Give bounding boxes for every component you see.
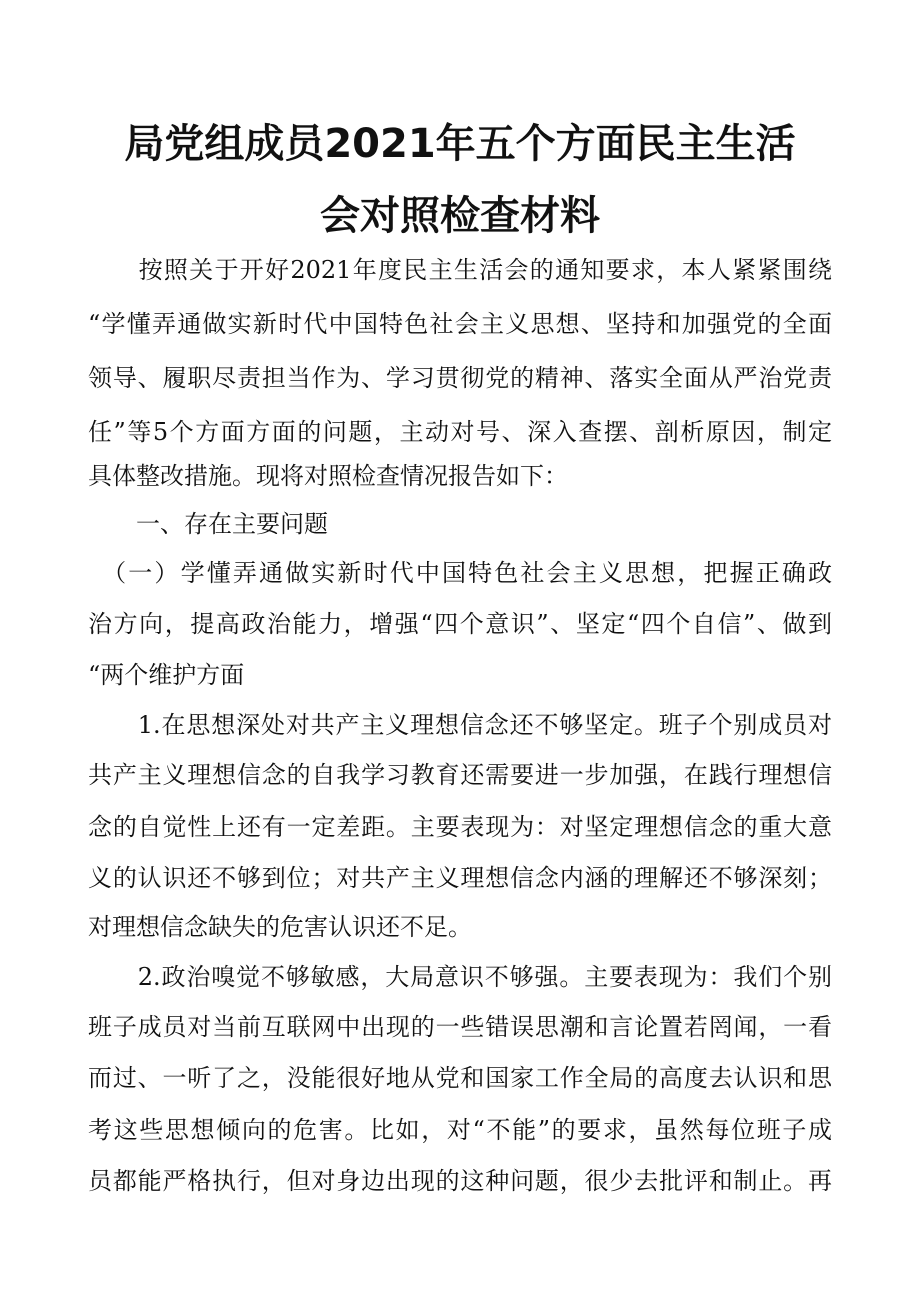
body-line: 员都能严格执行，但对身边出现的这种问题，很少去批评和制止。再	[88, 1167, 832, 1195]
body-line: 对理想信念缺失的危害认识还不足。	[88, 913, 472, 941]
section-heading: 一、存在主要问题	[88, 510, 328, 538]
subsection-heading-line: “两个维护方面	[88, 661, 245, 689]
document-title-line-1: 局党组成员2021年五个方面民主生活	[124, 121, 796, 167]
body-line: 按照关于开好2021年度民主生活会的通知要求，本人紧紧围绕	[88, 256, 832, 284]
subsection-heading-line: 治方向，提高政治能力，增强“四个意识”、坚定“四个自信”、做到	[88, 610, 832, 638]
body-line: “学懂弄通做实新时代中国特色社会主义思想、坚持和加强党的全面	[88, 310, 832, 338]
body-line: 共产主义理想信念的自我学习教育还需要进一步加强，在践行理想信	[88, 761, 832, 789]
document-title-line-2: 会对照检查材料	[320, 193, 600, 239]
body-line: 而过、一听了之，没能很好地从党和国家工作全局的高度去认识和思	[88, 1064, 832, 1092]
subsection-heading-line: （一）学懂弄通做实新时代中国特色社会主义思想，把握正确政	[88, 559, 832, 587]
body-line: 任”等5个方面方面的问题，主动对号、深入查摆、剖析原因，制定	[88, 418, 832, 446]
body-line: 义的认识还不够到位；对共产主义理想信念内涵的理解还不够深刻；	[88, 864, 832, 892]
body-line: 具体整改措施。现将对照检查情况报告如下：	[88, 462, 568, 490]
body-line: 班子成员对当前互联网中出现的一些错误思潮和言论置若罔闻，一看	[88, 1013, 832, 1041]
body-line: 领导、履职尽责担当作为、学习贯彻党的精神、落实全面从严治党责	[88, 364, 832, 392]
body-line: 2.政治嗅觉不够敏感，大局意识不够强。主要表现为：我们个别	[88, 963, 832, 991]
body-line: 1.在思想深处对共产主义理想信念还不够坚定。班子个别成员对	[88, 711, 832, 739]
body-line: 考这些思想倾向的危害。比如，对“不能”的要求，虽然每位班子成	[88, 1116, 832, 1144]
body-line: 念的自觉性上还有一定差距。主要表现为：对坚定理想信念的重大意	[88, 813, 832, 841]
